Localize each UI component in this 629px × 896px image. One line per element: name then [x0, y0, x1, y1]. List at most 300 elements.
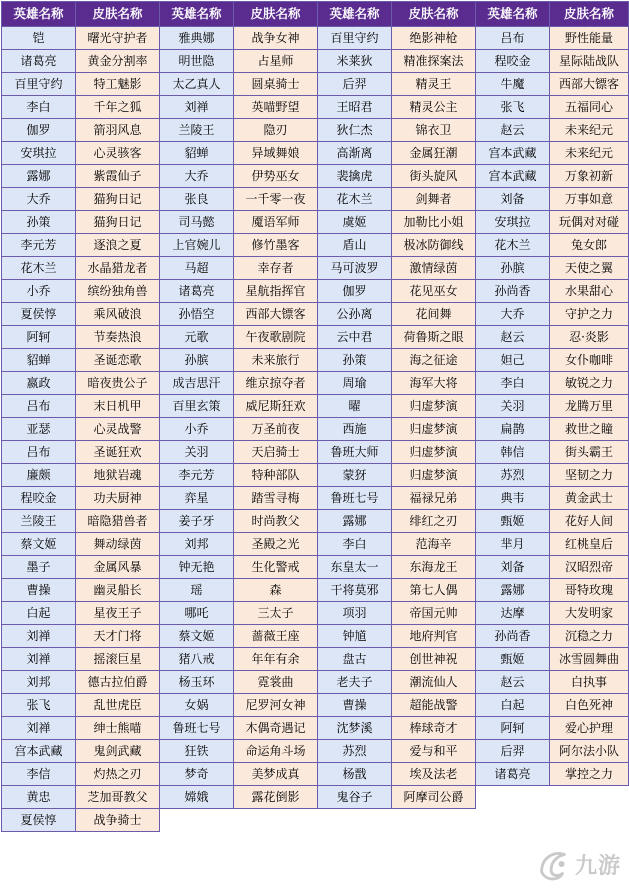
hero-name-cell: 东皇太一 — [318, 556, 392, 579]
hero-name-cell: 大乔 — [2, 188, 76, 211]
skin-name-cell: 心灵战警 — [76, 418, 160, 441]
hero-name-cell: 甄姬 — [476, 510, 550, 533]
table-row — [2, 671, 629, 694]
skin-name-cell: 掌控之力 — [550, 763, 629, 786]
hero-name-cell: 高渐离 — [318, 142, 392, 165]
header-skin-name: 皮肤名称 — [76, 2, 160, 27]
hero-name-cell: 夏侯惇 — [2, 303, 76, 326]
skin-name-cell: 魇语军师 — [234, 211, 318, 234]
skin-name-cell: 绯红之刃 — [392, 510, 476, 533]
skin-name-cell: 修竹墨客 — [234, 234, 318, 257]
skin-name-cell: 未来纪元 — [550, 142, 629, 165]
hero-name-cell: 典韦 — [476, 487, 550, 510]
hero-name-cell: 刘邦 — [2, 671, 76, 694]
hero-name-cell: 周瑜 — [318, 372, 392, 395]
skin-name-cell: 兔女郎 — [550, 234, 629, 257]
table-row — [2, 142, 629, 165]
hero-name-cell: 苏烈 — [476, 464, 550, 487]
hero-name-cell: 宫本武藏 — [476, 165, 550, 188]
skin-name-cell: 德古拉伯爵 — [76, 671, 160, 694]
hero-name-cell: 鲁班七号 — [318, 487, 392, 510]
skin-name-cell: 异域舞娘 — [234, 142, 318, 165]
hero-name-cell: 李元芳 — [160, 464, 234, 487]
table-row — [2, 280, 629, 303]
skin-name-cell: 水果甜心 — [550, 280, 629, 303]
skin-name-cell: 埃及法老 — [392, 763, 476, 786]
hero-name-cell: 阿轲 — [2, 326, 76, 349]
header-hero-name: 英雄名称 — [2, 2, 76, 27]
skin-name-cell: 威尼斯狂欢 — [234, 395, 318, 418]
hero-name-cell: 伽罗 — [2, 119, 76, 142]
skin-name-cell: 极冰防御线 — [392, 234, 476, 257]
skin-name-cell: 黄金武士 — [550, 487, 629, 510]
skin-name-cell: 范海辛 — [392, 533, 476, 556]
hero-name-cell: 亚瑟 — [2, 418, 76, 441]
hero-name-cell: 盾山 — [318, 234, 392, 257]
skin-name-cell: 暗隐猎兽者 — [76, 510, 160, 533]
skin-name-cell: 伊势巫女 — [234, 165, 318, 188]
skin-name-cell: 锦衣卫 — [392, 119, 476, 142]
table-row — [2, 556, 629, 579]
skin-name-cell: 鬼剑武藏 — [76, 740, 160, 763]
skin-name-cell: 蔷薇王座 — [234, 625, 318, 648]
skin-name-cell: 沉稳之力 — [550, 625, 629, 648]
hero-name-cell: 李信 — [2, 763, 76, 786]
table-row — [2, 326, 629, 349]
table-row — [2, 188, 629, 211]
skin-name-cell: 摇滚巨星 — [76, 648, 160, 671]
hero-name-cell: 伽罗 — [318, 280, 392, 303]
skin-name-cell: 阿摩司公爵 — [392, 786, 476, 809]
table-row — [2, 418, 629, 441]
skin-name-cell: 占星师 — [234, 50, 318, 73]
skin-name-cell: 圣诞狂欢 — [76, 441, 160, 464]
skin-name-cell: 露花倒影 — [234, 786, 318, 809]
hero-name-cell: 弈星 — [160, 487, 234, 510]
skin-name-cell: 哥特玫瑰 — [550, 579, 629, 602]
hero-name-cell: 狄仁杰 — [318, 119, 392, 142]
skin-name-cell: 生化警戒 — [234, 556, 318, 579]
hero-name-cell: 云中君 — [318, 326, 392, 349]
hero-name-cell: 兰陵王 — [160, 119, 234, 142]
table-row — [2, 50, 629, 73]
skin-name-cell: 西部大镖客 — [550, 73, 629, 96]
skin-name-cell: 潮流仙人 — [392, 671, 476, 694]
skin-name-cell: 万圣前夜 — [234, 418, 318, 441]
skin-name-cell: 猫狗日记 — [76, 211, 160, 234]
hero-name-cell: 百里守约 — [2, 73, 76, 96]
hero-name-cell: 孙尚香 — [476, 280, 550, 303]
hero-name-cell: 百里守约 — [318, 27, 392, 50]
skin-name-cell: 尼罗河女神 — [234, 694, 318, 717]
hero-name-cell: 孙尚香 — [476, 625, 550, 648]
hero-name-cell: 雅典娜 — [160, 27, 234, 50]
skin-name-cell: 激情绿茵 — [392, 257, 476, 280]
hero-name-cell: 孙策 — [2, 211, 76, 234]
skin-name-cell: 第七人偶 — [392, 579, 476, 602]
hero-name-cell: 刘邦 — [160, 533, 234, 556]
skin-name-cell: 功夫厨神 — [76, 487, 160, 510]
hero-name-cell: 盘古 — [318, 648, 392, 671]
skin-name-cell: 街头霸王 — [550, 441, 629, 464]
skin-name-cell: 敏锐之力 — [550, 372, 629, 395]
skin-name-cell: 黄金分割率 — [76, 50, 160, 73]
skin-name-cell: 木偶奇遇记 — [234, 717, 318, 740]
hero-name-cell: 妲己 — [476, 349, 550, 372]
header-skin-name: 皮肤名称 — [550, 2, 629, 27]
skin-name-cell: 天启骑士 — [234, 441, 318, 464]
skin-name-cell: 未来纪元 — [550, 119, 629, 142]
hero-name-cell: 项羽 — [318, 602, 392, 625]
skin-name-cell: 特工魅影 — [76, 73, 160, 96]
skin-name-cell: 星航指挥官 — [234, 280, 318, 303]
hero-name-cell: 孙膑 — [160, 349, 234, 372]
skin-name-cell: 东海龙王 — [392, 556, 476, 579]
hero-name-cell: 诸葛亮 — [2, 50, 76, 73]
skin-name-cell: 末日机甲 — [76, 395, 160, 418]
skin-name-cell: 星际陆战队 — [550, 50, 629, 73]
hero-name-cell: 吕布 — [476, 27, 550, 50]
hero-name-cell: 貂蝉 — [2, 349, 76, 372]
table-row — [2, 73, 629, 96]
skin-name-cell: 暗夜贵公子 — [76, 372, 160, 395]
empty-cell — [160, 809, 234, 832]
table-row — [2, 211, 629, 234]
hero-name-cell: 黄忠 — [2, 786, 76, 809]
empty-cell — [234, 809, 318, 832]
skin-name-cell: 剑舞者 — [392, 188, 476, 211]
skin-name-cell: 加勒比小姐 — [392, 211, 476, 234]
table-row — [2, 786, 629, 809]
skin-name-cell: 年年有余 — [234, 648, 318, 671]
watermark-text: 九游 — [574, 853, 621, 879]
hero-name-cell: 大乔 — [160, 165, 234, 188]
hero-name-cell: 鲁班七号 — [160, 717, 234, 740]
hero-name-cell: 蔡文姬 — [2, 533, 76, 556]
skin-name-cell: 逐浪之夏 — [76, 234, 160, 257]
hero-name-cell: 曹操 — [2, 579, 76, 602]
jiuyou-logo-icon — [534, 845, 572, 883]
hero-name-cell: 曜 — [318, 395, 392, 418]
hero-name-cell: 赵云 — [476, 119, 550, 142]
table-row — [2, 119, 629, 142]
skin-name-cell: 红桃皇后 — [550, 533, 629, 556]
skin-name-cell: 森 — [234, 579, 318, 602]
table-row — [2, 602, 629, 625]
hero-name-cell: 孙悟空 — [160, 303, 234, 326]
hero-name-cell: 诸葛亮 — [160, 280, 234, 303]
table-row — [2, 510, 629, 533]
skin-name-cell: 创世神祝 — [392, 648, 476, 671]
skin-name-cell: 救世之瞳 — [550, 418, 629, 441]
skin-name-cell: 一千零一夜 — [234, 188, 318, 211]
hero-name-cell: 蔡文姬 — [160, 625, 234, 648]
skin-name-cell: 精灵王 — [392, 73, 476, 96]
hero-name-cell: 太乙真人 — [160, 73, 234, 96]
hero-name-cell: 白起 — [2, 602, 76, 625]
hero-name-cell: 杨戬 — [318, 763, 392, 786]
skin-name-cell: 曙光守护者 — [76, 27, 160, 50]
hero-name-cell: 女娲 — [160, 694, 234, 717]
skin-name-cell: 芝加哥教父 — [76, 786, 160, 809]
table-row — [2, 464, 629, 487]
skin-name-cell: 爱心护理 — [550, 717, 629, 740]
table-row — [2, 763, 629, 786]
skin-name-cell: 五福同心 — [550, 96, 629, 119]
hero-name-cell: 小乔 — [160, 418, 234, 441]
hero-name-cell: 夏侯惇 — [2, 809, 76, 832]
hero-name-cell: 马超 — [160, 257, 234, 280]
hero-name-cell: 小乔 — [2, 280, 76, 303]
skin-name-cell: 金属狂潮 — [392, 142, 476, 165]
hero-name-cell: 露娜 — [318, 510, 392, 533]
skin-name-cell: 灼热之刃 — [76, 763, 160, 786]
hero-name-cell: 裴擒虎 — [318, 165, 392, 188]
skin-name-cell: 猫狗日记 — [76, 188, 160, 211]
skin-name-cell: 精准探案法 — [392, 50, 476, 73]
hero-name-cell: 张飞 — [476, 96, 550, 119]
skin-name-cell: 野性能量 — [550, 27, 629, 50]
skin-name-cell: 天才门将 — [76, 625, 160, 648]
hero-name-cell: 王昭君 — [318, 96, 392, 119]
hero-name-cell: 蒙犽 — [318, 464, 392, 487]
table-row — [2, 441, 629, 464]
hero-name-cell: 后羿 — [476, 740, 550, 763]
skin-name-cell: 爱与和平 — [392, 740, 476, 763]
header-hero-name: 英雄名称 — [160, 2, 234, 27]
skin-name-cell: 三太子 — [234, 602, 318, 625]
skin-name-cell: 午夜歌剧院 — [234, 326, 318, 349]
table-row — [2, 96, 629, 119]
hero-name-cell: 宫本武藏 — [2, 740, 76, 763]
hero-name-cell: 西施 — [318, 418, 392, 441]
table-row — [2, 809, 629, 832]
hero-name-cell: 李白 — [476, 372, 550, 395]
hero-name-cell: 苏烈 — [318, 740, 392, 763]
skin-name-cell: 缤纷独角兽 — [76, 280, 160, 303]
table-row — [2, 303, 629, 326]
skin-name-cell: 西部大镖客 — [234, 303, 318, 326]
skin-name-cell: 地狱岩魂 — [76, 464, 160, 487]
skin-name-cell: 汉昭烈帝 — [550, 556, 629, 579]
hero-name-cell: 孙膑 — [476, 257, 550, 280]
skin-name-cell: 未来旅行 — [234, 349, 318, 372]
skin-name-cell: 心灵骇客 — [76, 142, 160, 165]
hero-name-cell: 诸葛亮 — [476, 763, 550, 786]
hero-name-cell: 阿轲 — [476, 717, 550, 740]
skin-name-cell: 战争骑士 — [76, 809, 160, 832]
skin-name-cell: 阿尔法小队 — [550, 740, 629, 763]
hero-name-cell: 大乔 — [476, 303, 550, 326]
hero-name-cell: 刘禅 — [2, 717, 76, 740]
hero-name-cell: 公孙离 — [318, 303, 392, 326]
table-row — [2, 717, 629, 740]
hero-name-cell: 赵云 — [476, 671, 550, 694]
hero-name-cell: 虞姬 — [318, 211, 392, 234]
skin-name-cell: 英喵野望 — [234, 96, 318, 119]
hero-name-cell: 李元芳 — [2, 234, 76, 257]
skin-name-cell: 归虚梦演 — [392, 464, 476, 487]
empty-cell — [476, 786, 550, 809]
skin-name-cell: 特种部队 — [234, 464, 318, 487]
empty-cell — [318, 809, 392, 832]
hero-skin-table — [1, 1, 629, 832]
table-row — [2, 257, 629, 280]
table-row — [2, 395, 629, 418]
hero-name-cell: 老夫子 — [318, 671, 392, 694]
hero-name-cell: 姜子牙 — [160, 510, 234, 533]
table-row — [2, 533, 629, 556]
hero-name-cell: 墨子 — [2, 556, 76, 579]
empty-cell — [476, 809, 550, 832]
table-row — [2, 487, 629, 510]
hero-name-cell: 钟无艳 — [160, 556, 234, 579]
hero-name-cell: 安琪拉 — [2, 142, 76, 165]
hero-name-cell: 沈梦溪 — [318, 717, 392, 740]
hero-name-cell: 元歌 — [160, 326, 234, 349]
skin-name-cell: 圣诞恋歌 — [76, 349, 160, 372]
hero-name-cell: 韩信 — [476, 441, 550, 464]
hero-name-cell: 刘禅 — [2, 648, 76, 671]
hero-name-cell: 狂铁 — [160, 740, 234, 763]
skin-name-cell: 万事如意 — [550, 188, 629, 211]
hero-name-cell: 赵云 — [476, 326, 550, 349]
table-row — [2, 648, 629, 671]
header-row — [2, 2, 629, 27]
skin-name-cell: 绝影神枪 — [392, 27, 476, 50]
hero-name-cell: 梦奇 — [160, 763, 234, 786]
hero-name-cell: 廉颇 — [2, 464, 76, 487]
hero-name-cell: 安琪拉 — [476, 211, 550, 234]
skin-name-cell: 荷鲁斯之眼 — [392, 326, 476, 349]
skin-name-cell: 天使之翼 — [550, 257, 629, 280]
hero-name-cell: 貂蝉 — [160, 142, 234, 165]
header-hero-name: 英雄名称 — [318, 2, 392, 27]
hero-name-cell: 嫦娥 — [160, 786, 234, 809]
skin-name-cell: 星夜王子 — [76, 602, 160, 625]
hero-name-cell: 曹操 — [318, 694, 392, 717]
header-skin-name: 皮肤名称 — [234, 2, 318, 27]
hero-name-cell: 刘禅 — [160, 96, 234, 119]
table-row — [2, 579, 629, 602]
skin-name-cell: 圣殿之光 — [234, 533, 318, 556]
hero-name-cell: 成吉思汗 — [160, 372, 234, 395]
hero-name-cell: 兰陵王 — [2, 510, 76, 533]
skin-name-cell: 花见巫女 — [392, 280, 476, 303]
skin-name-cell: 金属风暴 — [76, 556, 160, 579]
skin-name-cell: 坚韧之力 — [550, 464, 629, 487]
hero-name-cell: 猪八戒 — [160, 648, 234, 671]
skin-name-cell: 白色死神 — [550, 694, 629, 717]
hero-name-cell: 白起 — [476, 694, 550, 717]
hero-name-cell: 刘备 — [476, 188, 550, 211]
skin-name-cell: 女仆咖啡 — [550, 349, 629, 372]
hero-name-cell: 关羽 — [160, 441, 234, 464]
skin-name-cell: 龙腾万里 — [550, 395, 629, 418]
watermark — [525, 842, 621, 886]
table-row — [2, 625, 629, 648]
skin-name-cell: 水晶猎龙者 — [76, 257, 160, 280]
skin-name-cell: 海之征途 — [392, 349, 476, 372]
hero-name-cell: 露娜 — [2, 165, 76, 188]
skin-name-cell: 超能战警 — [392, 694, 476, 717]
skin-name-cell: 霓裳曲 — [234, 671, 318, 694]
hero-name-cell: 程咬金 — [2, 487, 76, 510]
skin-name-cell: 忍·炎影 — [550, 326, 629, 349]
hero-name-cell: 米莱狄 — [318, 50, 392, 73]
table-row — [2, 349, 629, 372]
hero-name-cell: 张良 — [160, 188, 234, 211]
table-row — [2, 740, 629, 763]
hero-name-cell: 明世隐 — [160, 50, 234, 73]
skin-name-cell: 棒球奇才 — [392, 717, 476, 740]
skin-name-cell: 乱世虎臣 — [76, 694, 160, 717]
skin-name-cell: 战争女神 — [234, 27, 318, 50]
hero-name-cell: 关羽 — [476, 395, 550, 418]
hero-name-cell: 吕布 — [2, 395, 76, 418]
empty-cell — [392, 809, 476, 832]
skin-name-cell: 精灵公主 — [392, 96, 476, 119]
hero-name-cell: 宫本武藏 — [476, 142, 550, 165]
skin-name-cell: 美梦成真 — [234, 763, 318, 786]
hero-name-cell: 吕布 — [2, 441, 76, 464]
hero-name-cell: 芈月 — [476, 533, 550, 556]
hero-name-cell: 李白 — [318, 533, 392, 556]
skin-name-cell: 守护之力 — [550, 303, 629, 326]
hero-name-cell: 刘备 — [476, 556, 550, 579]
skin-name-cell: 命运角斗场 — [234, 740, 318, 763]
hero-name-cell: 花木兰 — [318, 188, 392, 211]
skin-name-cell: 地府判官 — [392, 625, 476, 648]
skin-name-cell: 维京掠夺者 — [234, 372, 318, 395]
skin-name-cell: 花间舞 — [392, 303, 476, 326]
hero-name-cell: 张飞 — [2, 694, 76, 717]
skin-name-cell: 时尚教父 — [234, 510, 318, 533]
skin-name-cell: 玩偶对对碰 — [550, 211, 629, 234]
hero-name-cell: 达摩 — [476, 602, 550, 625]
hero-name-cell: 铠 — [2, 27, 76, 50]
table-row — [2, 165, 629, 188]
hero-name-cell: 露娜 — [476, 579, 550, 602]
table-row — [2, 372, 629, 395]
hero-name-cell: 百里玄策 — [160, 395, 234, 418]
table-row — [2, 234, 629, 257]
hero-name-cell: 花木兰 — [476, 234, 550, 257]
skin-name-cell: 花好人间 — [550, 510, 629, 533]
skin-name-cell: 万象初新 — [550, 165, 629, 188]
skin-name-cell: 箭羽风息 — [76, 119, 160, 142]
hero-name-cell: 瑶 — [160, 579, 234, 602]
hero-name-cell: 孙策 — [318, 349, 392, 372]
skin-name-cell: 踏雪寻梅 — [234, 487, 318, 510]
skin-name-cell: 隐刃 — [234, 119, 318, 142]
hero-name-cell: 哪吒 — [160, 602, 234, 625]
hero-name-cell: 扁鹊 — [476, 418, 550, 441]
skin-name-cell: 节奏热浪 — [76, 326, 160, 349]
skin-name-cell: 冰雪圆舞曲 — [550, 648, 629, 671]
hero-name-cell: 嬴政 — [2, 372, 76, 395]
hero-name-cell: 鲁班大师 — [318, 441, 392, 464]
header-hero-name: 英雄名称 — [476, 2, 550, 27]
hero-name-cell: 刘禅 — [2, 625, 76, 648]
table-body — [2, 27, 629, 832]
hero-name-cell: 甄姬 — [476, 648, 550, 671]
hero-name-cell: 程咬金 — [476, 50, 550, 73]
hero-name-cell: 花木兰 — [2, 257, 76, 280]
skin-name-cell: 绅士熊喵 — [76, 717, 160, 740]
skin-name-cell: 街头旋风 — [392, 165, 476, 188]
skin-name-cell: 大发明家 — [550, 602, 629, 625]
